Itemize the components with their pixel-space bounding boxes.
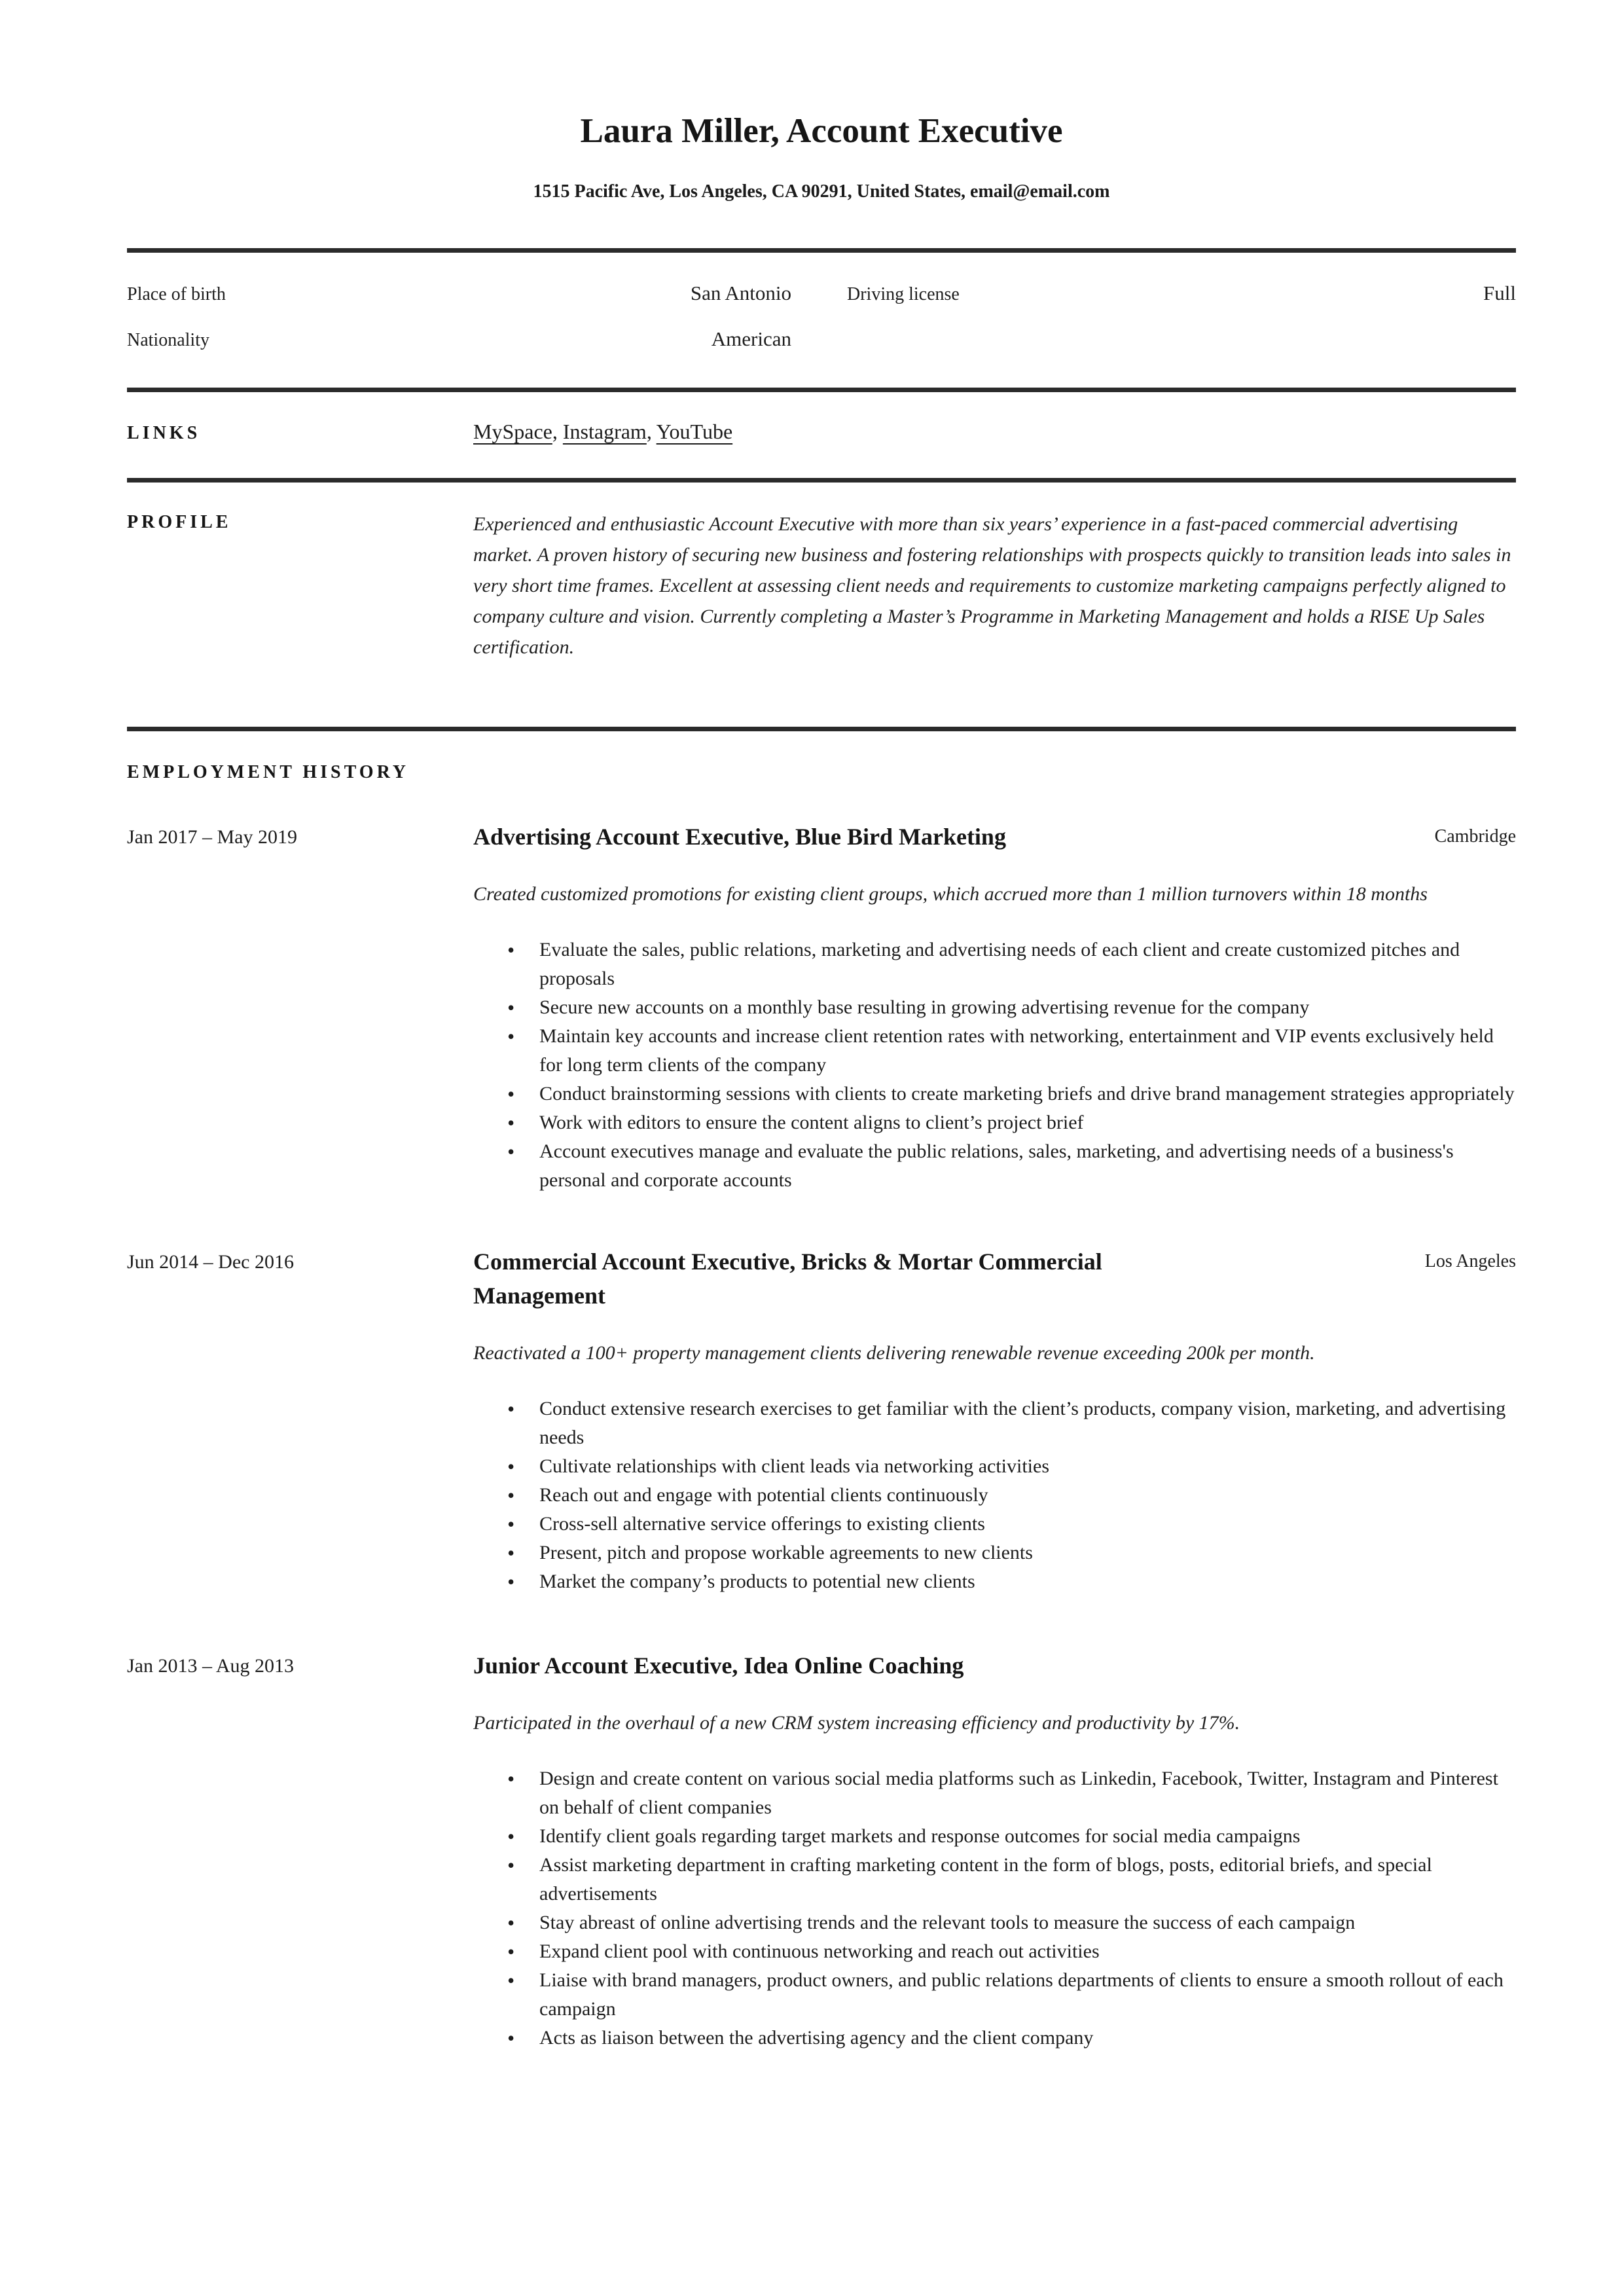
link-youtube[interactable]: YouTube	[656, 419, 733, 443]
driving-license-value: Full	[1483, 281, 1516, 304]
profile-section	[127, 509, 1516, 663]
links-list: MySpace, Instagram, YouTube	[473, 419, 733, 443]
links-section	[127, 420, 1516, 444]
job-dates: Jan 2017 – May 2019	[127, 826, 297, 848]
employment-entry	[127, 820, 1516, 1195]
contact-line: 1515 Pacific Ave, Los Angeles, CA 90291, United States, email@email.com	[533, 181, 1110, 202]
employment-entry	[127, 1245, 1516, 1596]
profile-section-label: PROFILE	[127, 511, 232, 532]
job-dates: Jun 2014 – Dec 2016	[127, 1250, 294, 1273]
job-title: Junior Account Executive, Idea Online Coaching	[473, 1652, 964, 1679]
bullet-item: • Assist marketing department in crafting marketing content in the form of blogs, posts, editorial briefs, and special advertisements	[473, 1851, 1516, 1908]
links-section-label: LINKS	[127, 422, 201, 443]
divider	[127, 388, 1516, 392]
bullet-item: • Expand client pool with continuous networking and reach out activities	[473, 1937, 1516, 1966]
bullet-item: • Design and create content on various social media platforms such as Linkedin, Facebook, Twitter, Instagram and Pinterest on behalf of client companies	[473, 1764, 1516, 1822]
divider	[127, 248, 1516, 253]
job-bullet-list	[473, 1764, 1516, 2052]
link-myspace[interactable]: MySpace	[473, 419, 552, 443]
personal-details	[127, 282, 1516, 351]
bullet-item: • Liaise with brand managers, product owners, and public relations departments of clients to ensure a smooth rollout of each campaign	[473, 1966, 1516, 2024]
bullet-item: • Stay abreast of online advertising trends and the relevant tools to measure the success of each campaign	[473, 1908, 1516, 1937]
job-location: Los Angeles	[1424, 1250, 1516, 1271]
driving-license-label: Driving license	[847, 283, 960, 304]
bullet-item: • Conduct brainstorming sessions with clients to create marketing briefs and drive brand management strategies appropriately	[473, 1080, 1516, 1108]
page-title: Laura Miller, Account Executive	[580, 112, 1063, 150]
employment-section-label: EMPLOYMENT HISTORY	[127, 761, 410, 782]
profile-summary: Experienced and enthusiastic Account Executive with more than six years’ experience in a fast-paced commercial advertising market. A proven history of securing new business and fostering relationships with prospects quickly to transition leads into sales in very short time frames. Excellent at assessing client needs and requirements to customize marketing campaigns perfectly aligned to company culture and vision. Currently completing a Master’s Programme in Marketing Management and holds a RISE Up Sales certification.	[473, 513, 1511, 658]
link-instagram[interactable]: Instagram	[562, 419, 647, 443]
bullet-item: • Reach out and engage with potential clients continuously	[473, 1481, 1516, 1510]
bullet-item: • Present, pitch and propose workable agreements to new clients	[473, 1539, 1516, 1567]
job-dates: Jan 2013 – Aug 2013	[127, 1654, 294, 1677]
bullet-item: • Cross-sell alternative service offerings to existing clients	[473, 1510, 1516, 1539]
nationality-label: Nationality	[127, 329, 209, 350]
bullet-item: • Secure new accounts on a monthly base resulting in growing advertising revenue for the company	[473, 993, 1516, 1022]
job-summary: Participated in the overhaul of a new CRM system increasing efficiency and productivity by 17%.	[473, 1711, 1240, 1734]
bullet-item: • Identify client goals regarding target markets and response outcomes for social media campaigns	[473, 1822, 1516, 1851]
bullet-item: • Acts as liaison between the advertising agency and the client company	[473, 2024, 1516, 2052]
divider	[127, 478, 1516, 483]
bullet-item: • Evaluate the sales, public relations, marketing and advertising needs of each client and create customized pitches and proposals	[473, 936, 1516, 993]
bullet-item: • Work with editors to ensure the content aligns to client’s project brief	[473, 1108, 1516, 1137]
employment-entry	[127, 1649, 1516, 2052]
job-title: Commercial Account Executive, Bricks & Mortar Commercial Management	[473, 1248, 1102, 1309]
place-of-birth-value: San Antonio	[690, 281, 791, 304]
job-bullet-list	[473, 936, 1516, 1195]
job-title: Advertising Account Executive, Blue Bird Marketing	[473, 823, 1006, 850]
bullet-item: • Account executives manage and evaluate the public relations, sales, marketing, and advertising needs of a business's personal and corporate accounts	[473, 1137, 1516, 1195]
bullet-item: • Conduct extensive research exercises to get familiar with the client’s products, company vision, marketing, and advertising needs	[473, 1394, 1516, 1452]
bullet-item: • Maintain key accounts and increase client retention rates with networking, entertainment and VIP events exclusively held for long term clients of the company	[473, 1022, 1516, 1080]
nationality-value: American	[711, 327, 791, 350]
job-summary: Created customized promotions for existing client groups, which accrued more than 1 million turnovers within 18 months	[473, 883, 1428, 905]
job-bullet-list	[473, 1394, 1516, 1596]
bullet-item: • Cultivate relationships with client leads via networking activities	[473, 1452, 1516, 1481]
job-summary: Reactivated a 100+ property management clients delivering renewable revenue exceeding 200k per month.	[473, 1341, 1315, 1364]
divider	[127, 727, 1516, 731]
bullet-item: • Market the company’s products to potential new clients	[473, 1567, 1516, 1596]
employment-section-header	[127, 759, 1516, 783]
details-row	[127, 282, 1516, 305]
place-of-birth-label: Place of birth	[127, 283, 226, 304]
job-location: Cambridge	[1434, 826, 1516, 847]
job-location	[1206, 1649, 1516, 1655]
details-row	[127, 327, 1516, 351]
